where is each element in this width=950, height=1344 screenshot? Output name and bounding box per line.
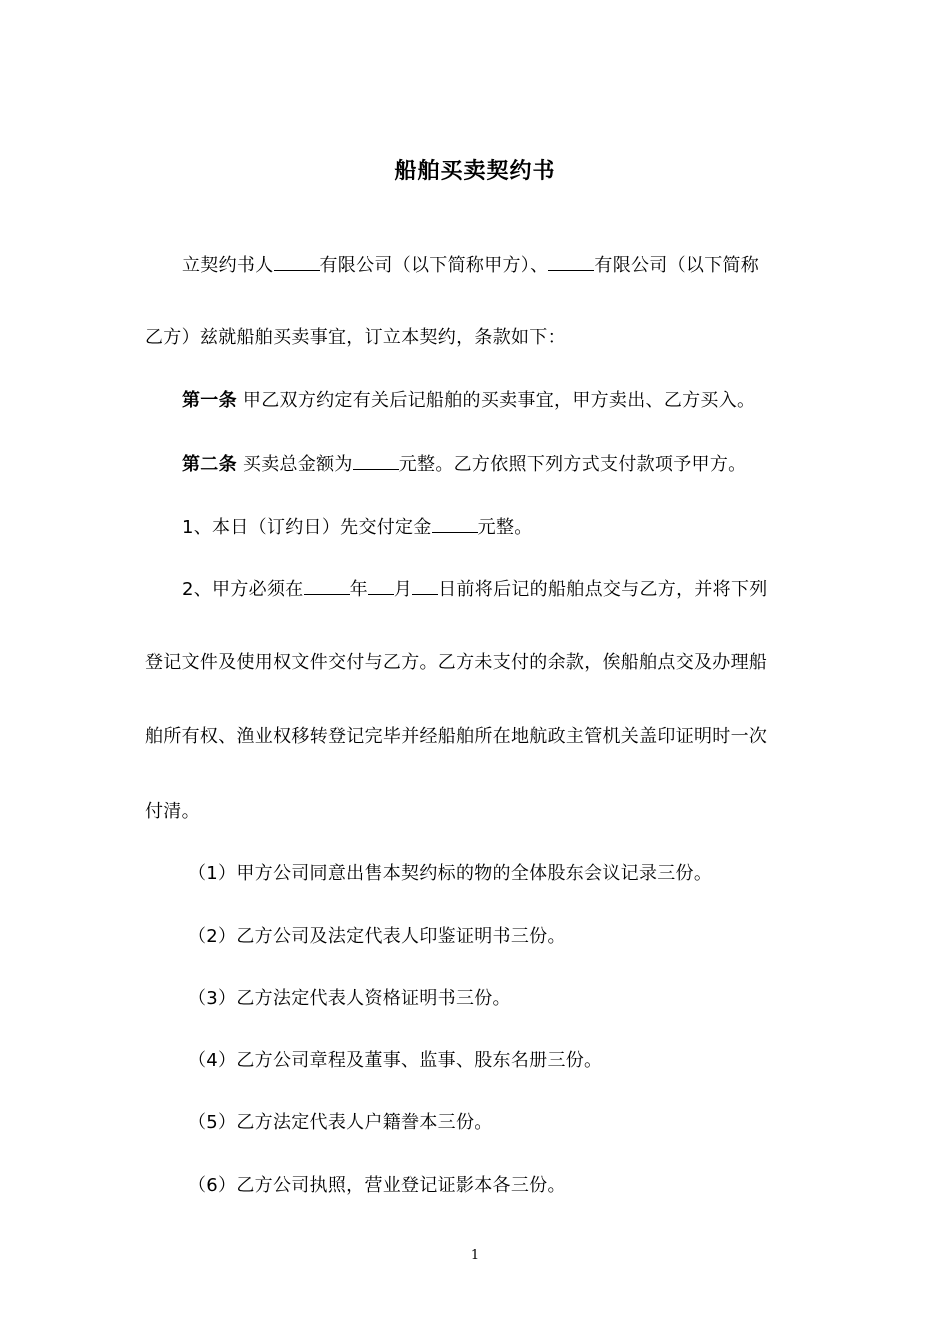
intro-line-2: 乙方）兹就船舶买卖事宜，订立本契约，条款如下： <box>145 327 566 348</box>
item-2-line-2: 登记文件及使用权文件交付与乙方。乙方未支付的余款，俟船舶点交及办理船 <box>145 652 768 673</box>
item-2-p1: 2、甲方必须在 <box>182 579 304 600</box>
item-2-line-3: 舶所有权、渔业权移转登记完毕并经船舶所在地航政主管机关盖印证明时一次 <box>145 726 768 747</box>
article-1-text: 甲乙双方约定有关后记船舶的买卖事宜，甲方卖出、乙方买入。 <box>236 390 756 411</box>
blank-total-amount <box>353 451 399 470</box>
blank-day <box>412 576 438 595</box>
article-1-label: 第一条 <box>182 390 237 411</box>
documents-list-item: （4）乙方公司章程及董事、监事、股东名册三份。 <box>188 1050 603 1071</box>
item-2-line-4: 付清。 <box>145 801 200 822</box>
blank-month <box>368 576 394 595</box>
item-1-text-before: 1、本日（订约日）先交付定金 <box>182 517 432 538</box>
item-2-p4: 日前将后记的船舶点交与乙方，并将下列 <box>438 579 768 600</box>
item-2-line-1 <box>182 576 768 602</box>
item-1-text-after: 元整。 <box>477 517 533 538</box>
article-2-label: 第二条 <box>182 454 237 475</box>
blank-year <box>304 576 350 595</box>
intro-part-2: 有限公司（以下简称甲方）、 <box>319 255 549 276</box>
documents-list-item: （6）乙方公司执照，营业登记证影本各三份。 <box>188 1175 566 1196</box>
article-2 <box>182 451 746 477</box>
blank-party-a <box>274 252 320 271</box>
intro-line-1 <box>182 252 759 278</box>
article-2-text-after: 元整。乙方依照下列方式支付款项予甲方。 <box>398 454 747 475</box>
item-1 <box>182 514 533 540</box>
intro-part-3: 有限公司（以下简称 <box>594 255 760 276</box>
documents-list-item: （2）乙方公司及法定代表人印鉴证明书三份。 <box>188 926 566 947</box>
blank-party-b <box>548 252 594 271</box>
article-2-text-before: 买卖总金额为 <box>236 454 353 475</box>
item-2-p3: 月 <box>393 579 413 600</box>
intro-part-1: 立契约书人 <box>182 255 274 276</box>
document-title: 船舶买卖契约书 <box>394 159 556 184</box>
documents-list-item: （1）甲方公司同意出售本契约标的物的全体股东会议记录三份。 <box>188 863 713 884</box>
blank-deposit <box>432 514 478 533</box>
page-number: 1 <box>470 1248 480 1263</box>
documents-list-item: （5）乙方法定代表人户籍誊本三份。 <box>188 1112 493 1133</box>
documents-list-item: （3）乙方法定代表人资格证明书三份。 <box>188 988 511 1009</box>
article-1 <box>182 389 755 413</box>
item-2-p2: 年 <box>349 579 368 600</box>
